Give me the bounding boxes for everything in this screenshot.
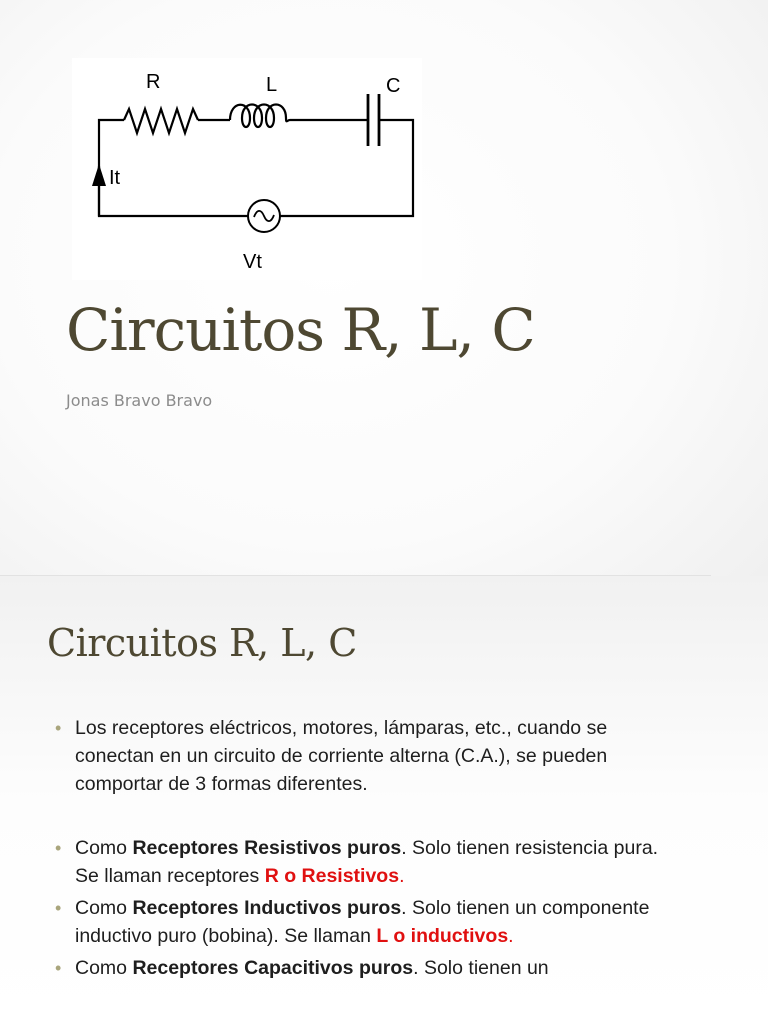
slide-1-title: Circuitos R, L, C (66, 296, 535, 364)
wire-bottom (99, 166, 248, 216)
inductor-symbol (230, 105, 290, 128)
label-c: C (386, 75, 401, 97)
bullet-list (55, 714, 667, 986)
label-l: L (266, 74, 278, 96)
rlc-circuit-diagram (72, 58, 422, 280)
label-it: It (109, 167, 121, 189)
content-slide (0, 576, 768, 1024)
bullet-intro: • Los receptores eléctricos, motores, lámparas, etc., cuando se conectan en un circuito de corriente alterna (C.A.), se pueden comportar de 3 formas diferentes. (55, 714, 667, 798)
slide-1-author: Jonas Bravo Bravo (66, 391, 213, 410)
bullet-capacitive: • Como Receptores Capacitivos puros. Solo tienen un (55, 954, 667, 982)
bullet-inductive: • Como Receptores Inductivos puros. Solo tienen un componente inductivo puro (bobina). Se llaman L o inductivos. (55, 894, 667, 950)
label-vt: Vt (243, 251, 262, 273)
bullet-resistive: • Como Receptores Resistivos puros. Solo tienen resistencia pura. Se llaman receptores R o Resistivos. (55, 834, 667, 890)
wire-right (280, 120, 413, 216)
current-arrow (92, 164, 106, 186)
resistor-symbol (124, 109, 198, 133)
slide-2-title: Circuitos R, L, C (47, 621, 357, 665)
label-r: R (146, 71, 161, 93)
